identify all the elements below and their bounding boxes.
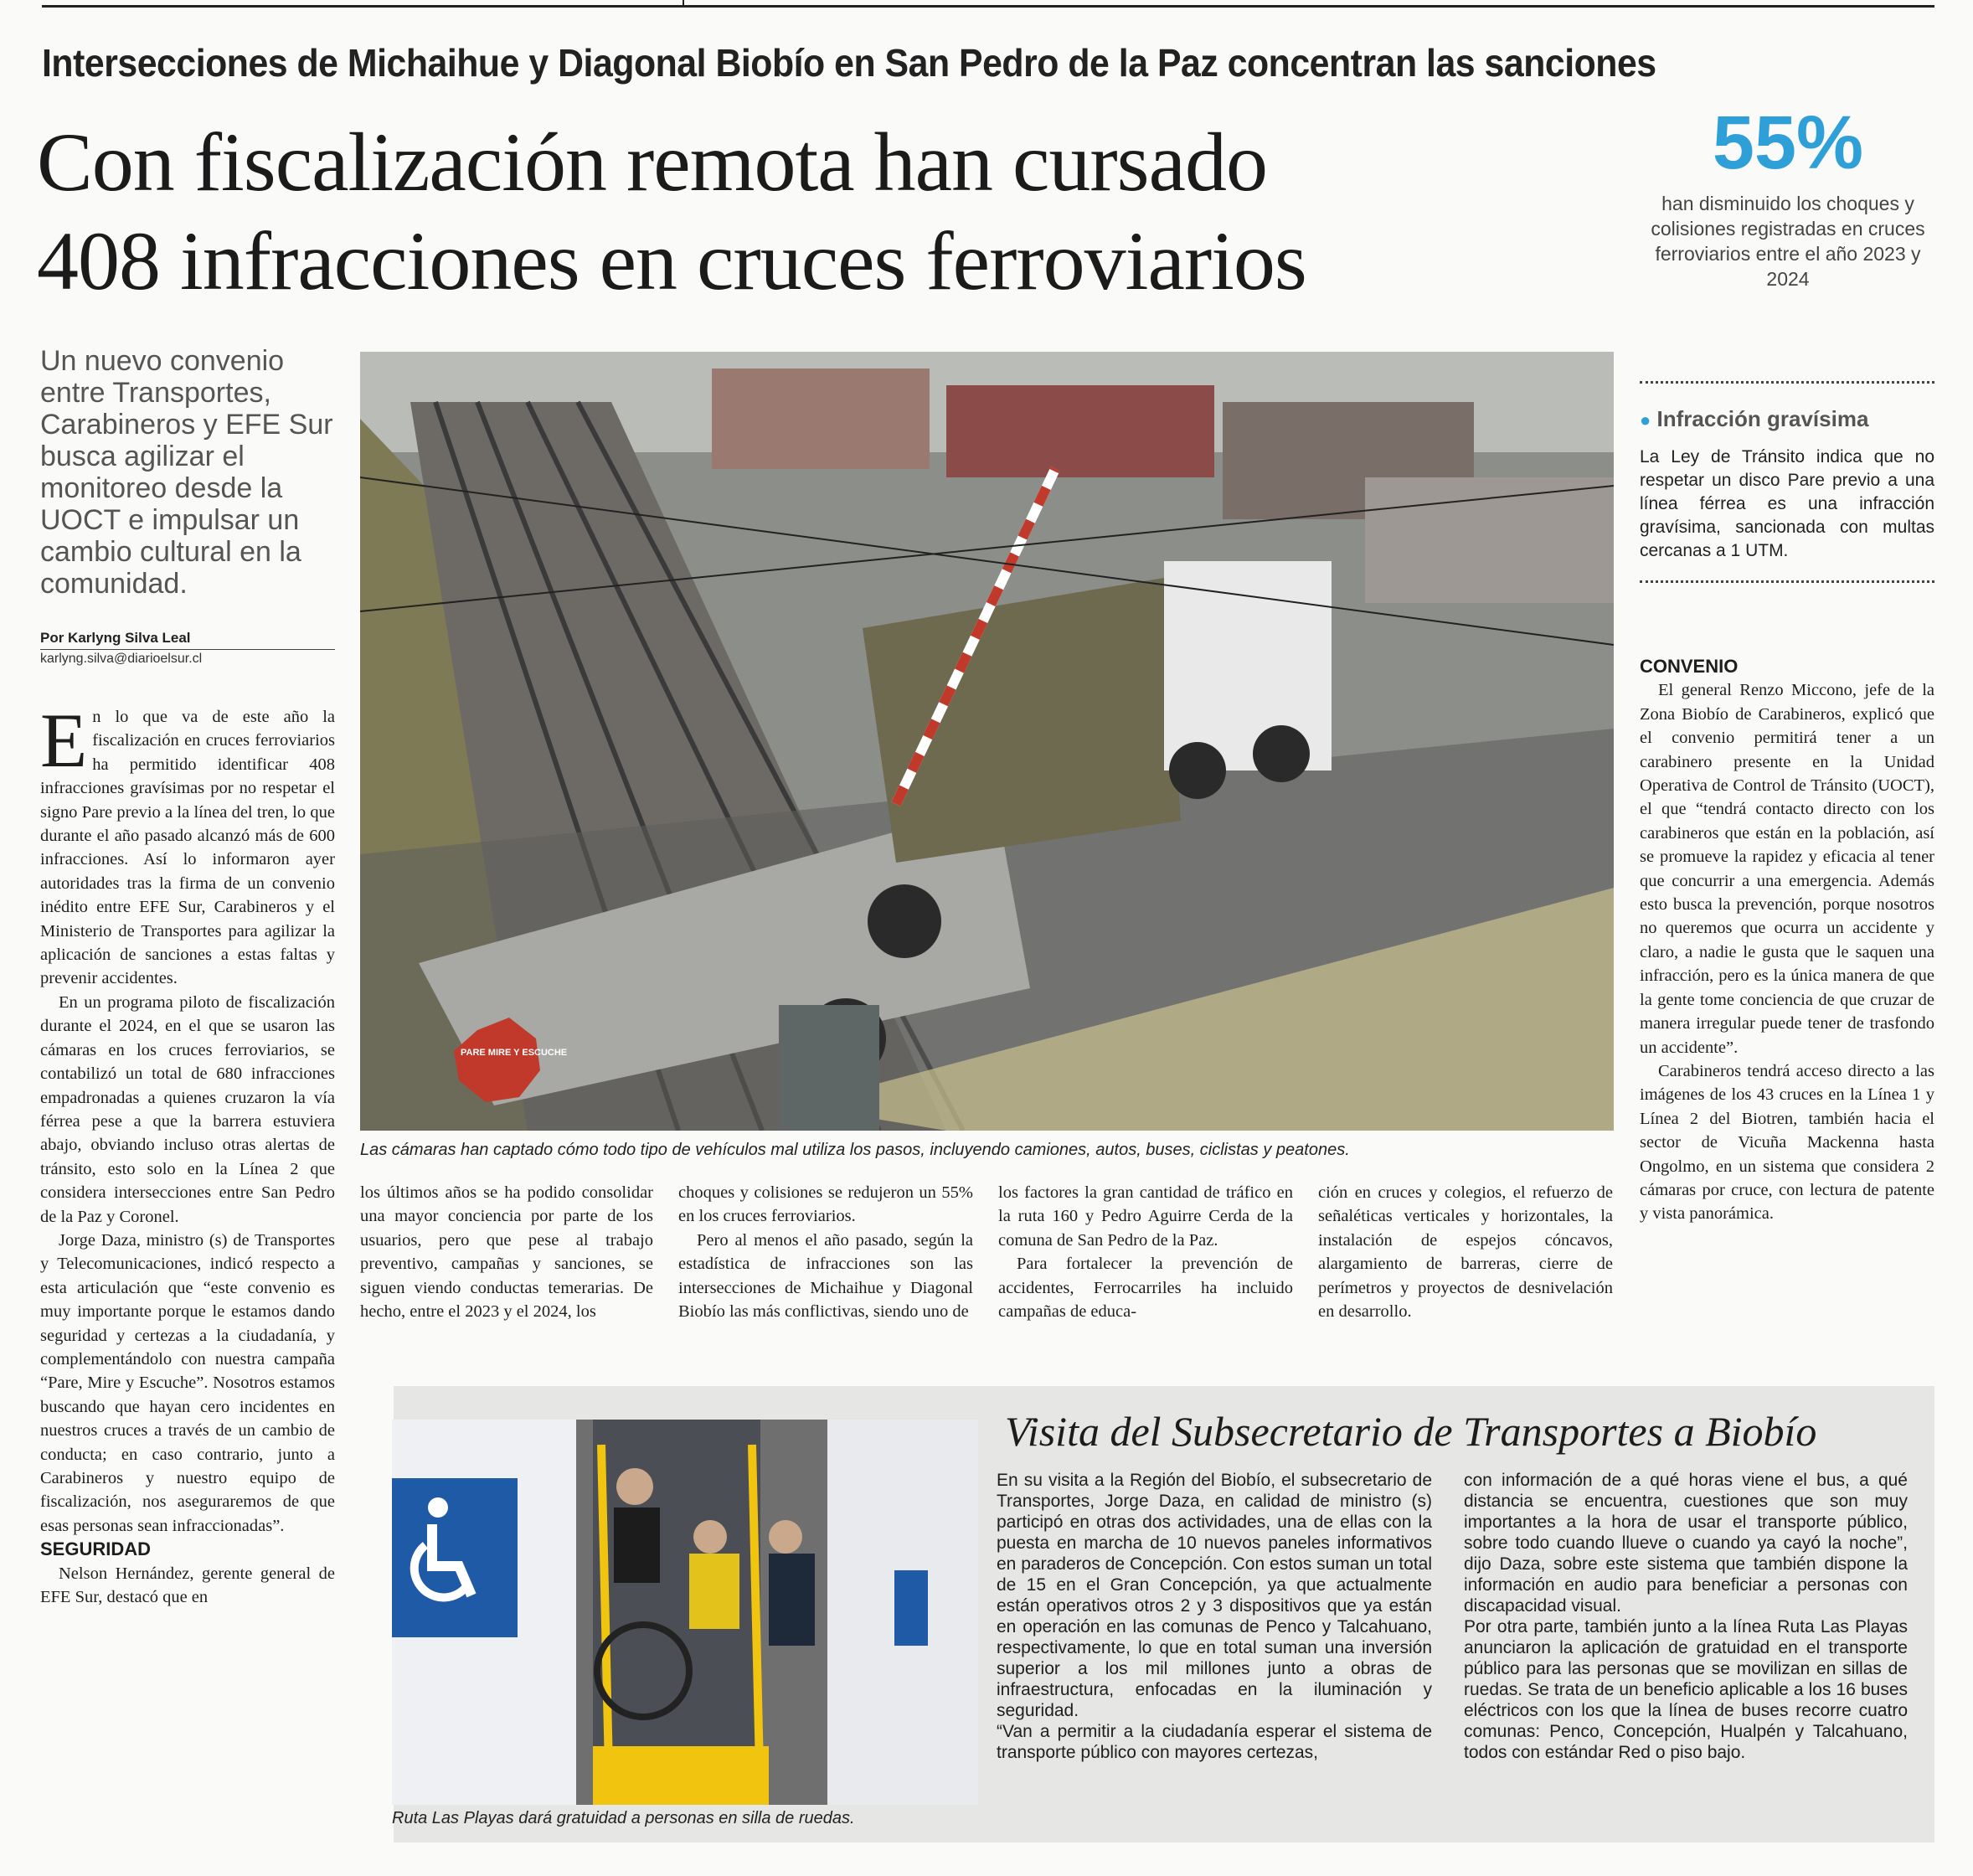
- body-column-1: [40, 698, 335, 1609]
- body-column-5: [1318, 1181, 1613, 1323]
- headline-line-2: 408 infracciones en cruces ferroviarios: [37, 214, 1306, 307]
- main-photo-caption: Las cámaras han captado cómo todo tipo de vehículos mal utiliza los pasos, incluyendo camiones, autos, buses, ciclistas y peatones.: [360, 1141, 1350, 1159]
- box-col2-p2: Por otra parte, también junto a la línea Ruta Las Playas anunciaron la aplicación de gratuidad en el transporte público para las personas que se movilizan en sillas de ruedas. Se trata de un beneficio aplicable a los 16 buses eléctricos con los que la línea de buses recorre cuatro comunas: Penco, Concepción, Hualpén y Talcahuano, todos con estándar Red o piso bajo.: [1464, 1617, 1908, 1762]
- bus-illustration: [392, 1420, 978, 1805]
- sidebar-text: La Ley de Tránsito indica que no respetar un disco Pare previo a una línea férrea es una infracción gravísima, sancionada con multas cercanas a 1 UTM.: [1640, 447, 1934, 560]
- main-photo: [360, 352, 1614, 1131]
- body-paragraph-4: Nelson Hernández, gerente general de EFE Sur, destacó que en: [40, 1564, 335, 1607]
- byline-author: Por Karlyng Silva Leal: [40, 630, 191, 646]
- body-col4-p2: Para fortalecer la prevención de accidentes, Ferrocarriles ha incluido campañas de educa-: [998, 1255, 1293, 1322]
- kicker: Intersecciones de Michaihue y Diagonal Biobío en San Pedro de la Paz concentran las sanciones: [42, 41, 1656, 85]
- body-col4-p1: los factores la gran cantidad de tráfico en la ruta 160 y Pedro Aguirre Cerda de la comuna de San Pedro de la Paz.: [998, 1183, 1293, 1250]
- stat-value: 55%: [1712, 101, 1864, 185]
- box-column-1: [997, 1470, 1432, 1763]
- convenio-column: [1640, 655, 1934, 1226]
- stat-text: han disminuido los choques y colisiones registradas en cruces ferroviarios entre el año 2023 y 2024: [1651, 193, 1925, 290]
- dropcap: E: [40, 698, 88, 783]
- railway-crossing-illustration: [360, 352, 1614, 1131]
- body-col3-p2: Pero al menos el año pasado, según la estadística de infracciones son las intersecciones de Michaihue y Diagonal Biobío las más conflictivas, siendo uno de: [678, 1230, 973, 1322]
- stop-sign-text: PARE MIRE Y ESCUCHE: [461, 1048, 568, 1058]
- body-paragraph-1-text: n lo que va de este año la fiscalización en cruces ferroviarios ha permitido identificar 408 infracciones gravísimas por no respetar el signo Pare previo a la línea del tren, lo que durante el año pasado alcanzó más de 600 infracciones. Así lo informaron ayer autoridades tras la firma de un convenio inédito entre EFE Sur, Carabineros y el Ministerio de Transportes para agilizar la aplicación de sanciones a estas faltas y prevenir accidentes.: [40, 708, 335, 988]
- subhead-seguridad: SEGURIDAD: [40, 1538, 152, 1560]
- body-col5-text: ción en cruces y colegios, el refuerzo de señaléticas verticales y horizontales, la instalación de espejos cóncavos, alargamiento de barreras, cierre de perímetros y proyectos de desnivelación en desarrollo.: [1318, 1183, 1613, 1322]
- sidebar-heading: [1640, 406, 1933, 432]
- headline: [37, 113, 1645, 311]
- body-col3-p1: choques y colisiones se redujeron un 55% en los cruces ferroviarios.: [678, 1183, 973, 1226]
- body-column-4: [998, 1181, 1293, 1323]
- subhead-convenio: CONVENIO: [1640, 656, 1739, 677]
- box-col1-p1: En su visita a la Región del Biobío, el subsecretario de Transportes, Jorge Daza, en calidad de ministro (s) participó en otras dos actividades, una de ellas con la puesta en marcha de 10 nuevos paneles informativos en paraderos de Concepción. Con estos suman un total de 15 en el Gran Concepción, ya que actualmente están operativos otros 2 y 3 dispositivos que ya están en operación en las comunas de Penco y Talcahuano, respectivamente, lo que en total suman una inversión superior a los mil millones junto a obras de infraestructura, enfocadas en la iluminación y seguridad.: [997, 1471, 1432, 1720]
- body-column-2: [360, 1181, 653, 1323]
- box-title: Visita del Subsecretario de Transportes a Biobío: [1005, 1408, 1817, 1455]
- byline-email: karlyng.silva@diarioelsur.cl: [40, 652, 203, 666]
- body-column-3: [678, 1181, 973, 1323]
- body-paragraph-2: En un programa piloto de fiscalización durante el 2024, en el que se usaron las cámaras en los cruces ferroviarios, se contabilizó un total de 680 infracciones empadronadas a quienes cruzaron la vía férrea pese a que la barrera estuviera abajo, obviando incluso otras alertas de tránsito, esto solo en la Línea 2 que considera intersecciones entre San Pedro de la Paz y Coronel.: [40, 992, 335, 1226]
- headline-line-1: Con fiscalización remota han cursado: [37, 116, 1267, 209]
- sidebar-bottom-rule: [1640, 580, 1934, 583]
- convenio-paragraph-2: Carabineros tendrá acceso directo a las imágenes de los 43 cruces en la Línea 1 y Línea 2 del Biotren, también hacia el sector de Vicuña Mackenna hasta Ongolmo, en un sistema que considera 2 cámaras por cruce, con lectura de patente y vista panorámica.: [1640, 1061, 1934, 1224]
- body-col2-text: los últimos años se ha podido consolidar una mayor conciencia por parte de los usuarios, pero que pese al trabajo preventivo, campañas y sanciones, se siguen viendo conductas temerarias. De hecho, entre el 2023 y el 2024, los: [360, 1183, 653, 1322]
- bus-photo-caption: Ruta Las Playas dará gratuidad a personas en silla de ruedas.: [392, 1809, 855, 1827]
- box-column-2: [1464, 1470, 1908, 1763]
- sidebar-title: Infracción gravísima: [1656, 406, 1869, 431]
- bus-photo: [392, 1420, 978, 1805]
- byline-rule: [40, 649, 335, 650]
- bullet-icon: ●: [1640, 410, 1651, 430]
- convenio-paragraph-1: El general Renzo Miccono, jefe de la Zona Biobío de Carabineros, explicó que el convenio permitirá tener a un carabinero presente en la Unidad Operativa de Control de Tránsito (UOCT), el que “tendrá contacto directo con los carabineros que están en la población, así se promueve la rapidez y eficacia al tener que concurrir a una emergencia. Además esto busca la prevención, porque nosotros no queremos que ocurra un accidente y claro, a nadie le gusta que le saquen una infracción, pero es la única manera de que la gente tome conciencia de que cruzar de manera irregular puede tener de trasfondo un accidente”.: [1640, 681, 1934, 1057]
- deck: Un nuevo convenio entre Transportes, Carabineros y EFE Sur busca agilizar el monitoreo desde la UOCT e impulsar un cambio cultural en la comunidad.: [40, 345, 333, 600]
- body-paragraph-1: [40, 698, 335, 991]
- top-tick: [683, 0, 684, 7]
- box-col2-p1: con información de a qué horas viene el bus, a qué distancia se encuentra, cuestiones que son muy importantes a la hora de usar el transporte público, sobre todo cuando llueve o cuando ya cayó la noche”, dijo Daza, sobre este sistema que también dispone la información en audio para beneficiar a personas con discapacidad visual.: [1464, 1471, 1908, 1616]
- body-paragraph-3: Jorge Daza, ministro (s) de Transportes y Telecomunicaciones, indicó respecto a esta articulación que “este convenio es muy importante porque le estamos dando seguridad y certezas a la ciudadanía, y complementándolo con nuestra campaña “Pare, Mire y Escuche”. Nosotros estamos buscando que hayan cero incidentes en nuestros cruces a través de un cambio de conducta; en caso contrario, junto a Carabineros y nuestro equipo de fiscalización, nos aseguraremos de que esas personas sean infraccionadas”.: [40, 1230, 335, 1535]
- sidebar-top-rule: [1640, 381, 1934, 384]
- top-rule: [42, 5, 1934, 8]
- box-col1-p2: “Van a permitir a la ciudadanía esperar el sistema de transporte público con mayores certezas,: [997, 1722, 1432, 1762]
